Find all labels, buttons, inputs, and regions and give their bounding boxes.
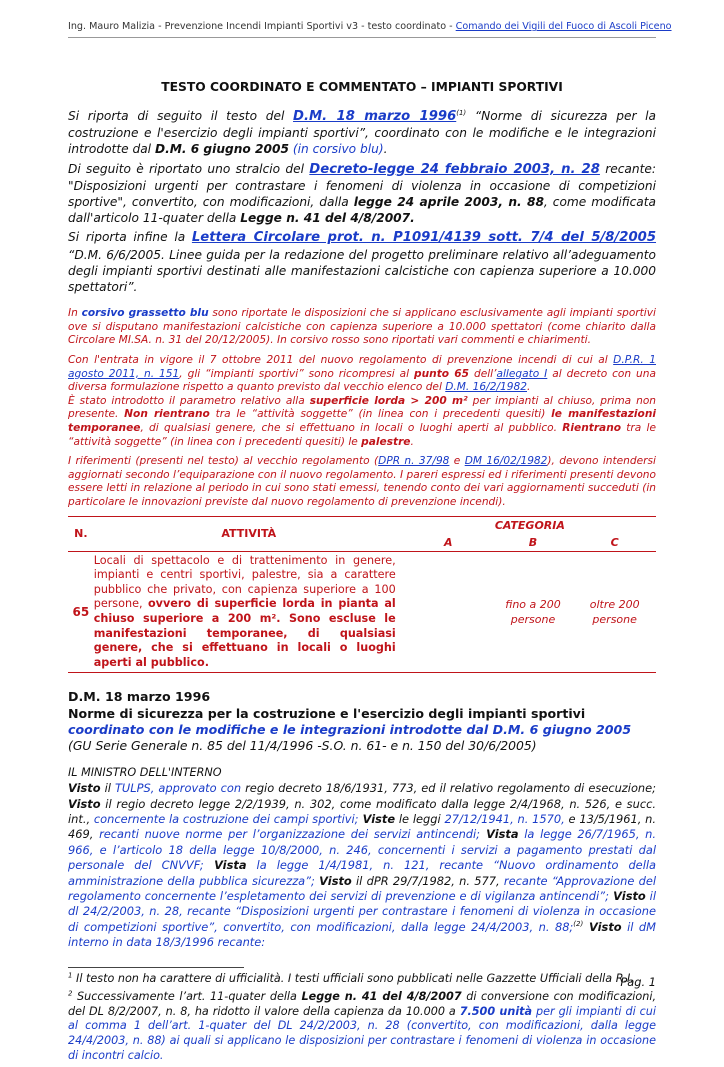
note-1 [68, 307, 656, 348]
text: e [449, 455, 465, 468]
intro-section [68, 108, 656, 295]
text: , gli “impianti sportivi” sono ricompresi al [179, 367, 415, 380]
text: Norme di sicurezza per la costruzione e l'esercizio degli impianti sportivi [68, 705, 586, 721]
text: 27/12/1941, n. 1570, [444, 811, 565, 826]
text: Visto [68, 796, 101, 811]
text: il regio decreto legge 2/2/1939, n. 302, come modificato dalla legge 2/4/1968, n. 526, e succ. int., [68, 796, 656, 826]
text: tra le “attività soggette” (in linea con i precedenti quesiti) le [68, 421, 656, 448]
text: È stato introdotto il parametro relativo alla [68, 394, 310, 407]
running-header [68, 20, 672, 38]
text: Rientrano [562, 421, 622, 434]
text: . [383, 142, 388, 157]
text: Si riporta di seguito il testo del [68, 109, 294, 123]
text: Legge n. 41 del 4/8/2007. [240, 211, 415, 226]
text: corsivo grassetto blu [81, 307, 209, 320]
intro-paragraph-2 [68, 161, 656, 227]
cell-category-b: fino a 200 persone [505, 597, 561, 626]
text: coordinato con le modifiche e le integrazioni introdotte dal D.M. 6 giugno 2005 [68, 721, 632, 737]
dm-1982-link[interactable]: D.M. 16/2/1982 [445, 381, 527, 394]
text: Locali di spettacolo e di trattenimento in genere, impianti e centri sportivi, palestre, sia a carattere pubblico che privato, con capienza superiore a 100 persone, [93, 553, 396, 611]
text: la legge 1/4/1981, n. 121, recante “Nuovo ordinamento della amministrazione della pubblica sicurezza”; [68, 858, 657, 888]
text: Visto [583, 919, 622, 934]
text: Con l'entrata in vigore il 7 ottobre 2011 del nuovo regolamento di prevenzione incendi di cui al [68, 354, 614, 367]
text: il dl 24/2/2003, n. 28, recante “Disposizioni urgenti per contrastare i fenomeni di violenza in occasione di competizioni sportive”, convertito, con modificazioni, dalla legge 24/4/2003, n. 88; [68, 888, 656, 934]
table-row [68, 551, 656, 673]
text: “D.M. 6/6/2005. Linee guida per la redazione del progetto preliminare relativo all’adeguamento degli impianti sportivi destinati alle manifestazioni calcistiche con capienza superiore a 10.000 spettatori”. [68, 247, 656, 295]
text: tra le “attività soggette” (in linea con i precedenti quesiti) [209, 408, 552, 421]
document-page [68, 20, 672, 1067]
text: Successivamente l’art. 11-quater della [72, 990, 302, 1004]
decree-heading [68, 689, 656, 754]
text: recanti nuove norme per l’organizzazione dei servizi antincendi; [99, 827, 481, 842]
text: . [410, 435, 414, 448]
text: In [68, 307, 82, 320]
footnote-1 [68, 972, 656, 987]
text: il [100, 781, 115, 796]
text: 7.500 unità [459, 1004, 533, 1018]
category-a: A [443, 535, 453, 549]
text: al decreto con una diversa formulazione rispetto a quanto previsto dal vecchio elenco del [68, 367, 656, 394]
decree-date: D.M. 18 marzo 1996 [68, 689, 211, 705]
activity-table [68, 516, 656, 674]
text: Visto [319, 873, 352, 888]
footnote-number: 2 [68, 989, 73, 998]
text: per gli impianti di cui al comma 1 dell’art. 1-quater del DL 24/2/2003, n. 28 (convertito, con modificazioni, dalla legge 24/4/2003, n. 88) ai quali si applicano le disposizioni per contrastare i fenomeni di violenza in occasione di incontri calcio. [68, 1004, 656, 1062]
note-3 [68, 395, 656, 449]
gazzetta-reference: (GU Serie Generale n. 85 del 11/4/1996 -S.O. n. 61- e n. 150 del 30/6/2005) [68, 737, 537, 753]
text: dell’ [469, 367, 497, 380]
text: D.M. 6 giugno 2005 [154, 142, 289, 157]
decree-preamble [68, 781, 656, 950]
text: Visto [68, 781, 101, 796]
intro-paragraph-1 [68, 108, 656, 158]
intro-paragraph-3 [68, 229, 656, 295]
text: Visto [608, 888, 646, 903]
lettera-circolare-link[interactable]: Lettera Circolare prot. n. P1091/4139 sott. 7/4 del 5/8/2005 [191, 230, 657, 246]
text: recante: "Disposizioni urgenti per contrastare i fenomeni di violenza in occasione di competizioni sportive", convertito, con modificazioni, dalla [68, 161, 656, 210]
text: Non rientrano [124, 408, 210, 421]
cell-category-c: oltre 200 persone [589, 597, 640, 626]
text: Legge n. 41 del 4/8/2007 [301, 990, 462, 1004]
decree-title [68, 706, 656, 738]
text: legge 24 aprile 2003, n. 88 [353, 195, 544, 210]
text: le leggi [395, 811, 445, 826]
text: ovvero di superficie lorda in pianta al chiuso superiore a 200 m². Sono escluse le manifestazioni temporanee, di qualsiasi genere, che si effettuano in locali o luoghi aperti al pubblico. [93, 597, 396, 669]
activity-description [94, 551, 404, 673]
text: “Norme di sicurezza per la costruzione e l'esercizio degli impianti sportivi”, coordinato con le modifiche e le integrazioni introdotte dal [68, 109, 656, 157]
text: per impianti al chiuso, prima non presente. [68, 394, 657, 421]
header-text: Ing. Mauro Malizia - Prevenzione Incendi Impianti Sportivi v3 - testo coordinato - [68, 21, 456, 32]
note-4 [68, 455, 656, 509]
text: recante “Approvazione del regolamento concernente l’espletamento dei servizi di prevenzione e di vigilanza antincendi”; [68, 873, 656, 903]
text: ), devono intendersi aggiornati secondo l’equiparazione con il nuovo regolamento. I pareri espressi ed i riferimenti presenti devono essere letti in relazione al periodo in cui sono stati emessi, tenendo conto dei vari aggiornamenti succeduti (in particolare le innovazioni previste dal nuovo regolamento di prevenzione incendi). [68, 455, 656, 508]
text: il dM interno in data 18/3/1996 recante: [68, 919, 656, 950]
footnote-ref[interactable]: (2) [573, 919, 584, 928]
dm-1996-link[interactable]: D.M. 18 marzo 1996 [293, 109, 457, 124]
activity-number: 65 [72, 604, 90, 619]
category-c: C [610, 535, 619, 549]
cell-category-a [404, 551, 493, 673]
footnote-number: 1 [68, 970, 73, 979]
text: TULPS, approvato con [114, 781, 242, 796]
dpr-151-link[interactable]: D.P.R. 1 agosto 2011, n. 151 [68, 354, 656, 380]
text: le manifestazioni temporanee [68, 408, 656, 434]
text: , come modificata dall'articolo 11-quater della [68, 195, 657, 226]
text: concernente la costruzione dei campi sportivi; [93, 811, 359, 826]
text: sono riportate le disposizioni che si applicano esclusivamente agli impianti sportivi ove si disputano manifestazioni calcistiche con capienza superiore a 10.000 spettatori (come chiarito dalla Circolare MI.SA. n. 31 del 20/12/2005). In corsivo rosso sono riportati vari commenti e chiarimenti. [68, 307, 656, 347]
text: di conversione con modificazioni, del DL 8/2/2007, n. 8, ha ridotto il valore della capienza da 10.000 a [68, 990, 657, 1018]
notes-section [68, 307, 656, 509]
column-header-category: CATEGORIA [494, 518, 565, 532]
text: Si riporta infine la [68, 230, 192, 245]
dm-16-02-1982-link[interactable]: DM 16/02/1982 [464, 455, 548, 468]
text: I riferimenti (presenti nel testo) al vecchio regolamento ( [68, 455, 379, 468]
text: , di qualsiasi genere, che si effettuano in locali o luoghi aperti al pubblico. [140, 421, 563, 434]
text: Di seguito è riportato uno stralcio del [68, 161, 310, 176]
category-b: B [528, 535, 538, 549]
minister-heading: IL MINISTRO DELL'INTERNO [68, 766, 222, 780]
dpr-37-link[interactable]: DPR n. 37/98 [378, 455, 450, 468]
column-header-activity: ATTIVITÀ [221, 527, 277, 541]
column-header-n: N. [74, 527, 88, 541]
decreto-legge-link[interactable]: Decreto-legge 24 febbraio 2003, n. 28 [309, 161, 600, 177]
text: punto 65 [414, 367, 470, 380]
text: regio decreto 18/6/1931, 773, ed il relativo regolamento di esecuzione; [241, 781, 656, 796]
header-link[interactable]: Comando dei Vigili del Fuoco di Ascoli Piceno [455, 21, 672, 32]
text: . [527, 381, 531, 394]
text: il dPR 29/7/1982, n. 577, [351, 873, 504, 888]
text: e 13/5/1961, n. 469, [68, 811, 656, 842]
text: palestre [361, 435, 411, 448]
allegato-link[interactable]: allegato I [496, 367, 548, 380]
footnote-divider [68, 967, 244, 968]
text: (in corsivo blu) [288, 142, 384, 157]
footnote-2 [68, 990, 656, 1063]
text: superficie lorda > 200 m² [309, 394, 468, 407]
note-2 [68, 354, 656, 395]
text: Viste [358, 811, 396, 826]
text: la legge 26/7/1965, n. 966, e l’articolo 18 della legge 10/8/2000, n. 246, concernenti i servizi a pagamento prestati dal personale del CNVVF; [68, 827, 656, 873]
document-title: TESTO COORDINATO E COMMENTATO – IMPIANTI SPORTIVI [161, 80, 563, 94]
footnote-ref[interactable]: (1) [456, 108, 467, 117]
page-number: Pag. 1 [620, 975, 656, 989]
text: Vista [480, 827, 519, 842]
text: Vista [203, 858, 247, 873]
text: Il testo non ha carattere di ufficialità. I testi ufficiali sono pubblicati nelle Gazzette Ufficiali della R.I. [72, 971, 634, 985]
